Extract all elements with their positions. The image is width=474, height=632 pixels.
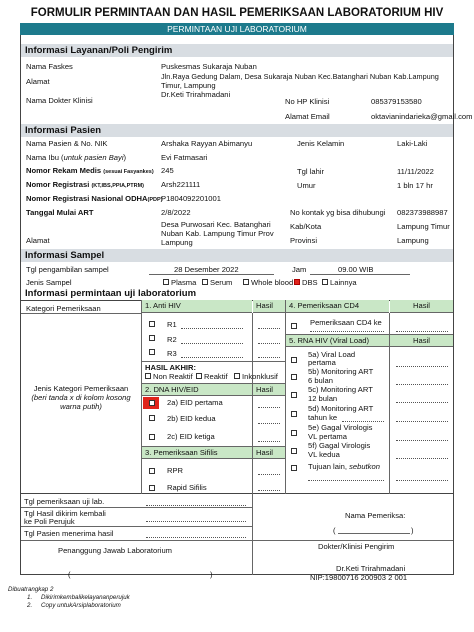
header-cd4: 4. Pemeriksaan CD4 [286, 300, 389, 313]
checkbox-vl-5a[interactable] [291, 357, 297, 363]
dots-r3-hasil [258, 357, 280, 358]
header-dna: 2. DNA HIV/EID [142, 383, 252, 396]
value-hp: 085379153580 [371, 97, 422, 106]
label-alamat-pasien: Alamat [26, 236, 50, 245]
checkbox-vl-5f[interactable] [291, 448, 297, 454]
line-sampel-date [149, 274, 274, 275]
label-rekam-medis-text: Nomor Rekam Medis [26, 166, 102, 175]
checkbox-eid-ketiga[interactable] [149, 434, 155, 440]
dots-tujuan-lain [308, 480, 384, 481]
label-vl-5e-2: VL pertama [308, 432, 347, 441]
footer-divider-a [252, 494, 253, 575]
dots-vl-5a [396, 366, 448, 367]
label-tgl-kembali-1: Tgl Hasil dikirim kembali [24, 509, 106, 518]
label-vl-5c-1: 5c) Monitoring ART [308, 385, 373, 394]
value-jam: 09.00 WIB [338, 265, 374, 274]
label-jenis-kelamin: Jenis Kelamin [297, 139, 345, 148]
checkbox-lainnya[interactable] [322, 279, 328, 285]
label-r3: R3 [167, 349, 177, 358]
label-nama-ibu-c: ) [123, 153, 127, 162]
label-r1: R1 [167, 320, 177, 329]
penanggung-paren-open: ( [68, 570, 71, 579]
checkbox-serum[interactable] [202, 279, 208, 285]
label-odha [26, 194, 163, 206]
label-non-reaktif: Non Reaktif [153, 372, 193, 381]
value-tgl-lahir: 11/11/2022 [397, 167, 434, 176]
value-nama-faskes: Puskesmas Sukaraja Nuban [161, 62, 257, 71]
pemeriksa-paren-open: ( [333, 526, 336, 535]
label-alamat-faskes: Alamat [26, 77, 50, 86]
value-mulai-art: 2/8/2022 [161, 208, 191, 217]
label-tgl-sampel: Tgl pengambilan sampel [26, 265, 109, 274]
checkbox-inkonklusif[interactable] [234, 373, 240, 379]
value-alamat-pasien-3: Lampung [161, 238, 193, 247]
label-vl-5f-2: VL kedua [308, 450, 340, 459]
line-tgl-uji [21, 507, 252, 508]
checkbox-r1[interactable] [149, 321, 155, 327]
header-dna-hasil: Hasil [253, 383, 285, 396]
label-tgl-uji: Tgl pemeriksaan uji lab. [24, 497, 105, 506]
value-registrasi: Arsh221111 [161, 180, 201, 189]
label-vl-5e-1: 5e) Gagal Virologis [308, 423, 373, 432]
note-dibuat: Dibuatrangkap 2 [8, 586, 54, 593]
checkbox-vl-5d[interactable] [291, 411, 297, 417]
header-anti-hiv: 1. Anti HIV [142, 300, 252, 313]
form-subtitle-bar: PERMINTAAN UJI LABORATORIUM [20, 23, 454, 35]
label-kontak: No kontak yg bisa dihubungi [290, 208, 386, 217]
label-cd4-ke: Pemeriksaan CD4 ke [310, 318, 382, 327]
label-email: Alamat Email [285, 112, 330, 121]
dots-vl-5d [396, 421, 448, 422]
label-hasil-akhir: HASIL AKHIR: [145, 363, 197, 372]
label-vl-5b-1: 5b) Monitoring ART [308, 367, 374, 376]
label-provinsi: Provinsi [290, 236, 318, 245]
dots-vl-5c [396, 402, 448, 403]
label-eid-ketiga: 2c) EID ketiga [167, 432, 215, 441]
label-kategori: Kategori Pemeriksaan [26, 304, 101, 313]
value-kabkota: Lampung Timur [397, 222, 450, 231]
dots-vl-5f [396, 458, 448, 459]
form-title: FORMULIR PERMINTAAN DAN HASIL PEMERIKSAAN LABORATORIUM HIV [30, 7, 444, 19]
label-penanggung: Penanggung Jawab Laboratorium [58, 546, 172, 555]
label-odha-note: (PDP) [147, 197, 163, 203]
dots-vl-5b [396, 384, 448, 385]
checkbox-vl-5b[interactable] [291, 374, 297, 380]
label-eid-kedua: 2b) EID kedua [167, 414, 216, 423]
dots-tgl-uji [146, 505, 246, 506]
value-nama-ibu: Evi Fatmasari [161, 153, 208, 162]
checkbox-tujuan-lain[interactable] [291, 465, 297, 471]
value-alamat-faskes-2: Timur, Lampung [161, 81, 216, 90]
line-sampel-jam [310, 274, 410, 275]
opt-whole-blood: Whole blood [251, 278, 294, 287]
line-kategori [21, 313, 141, 314]
note-jenis-2: warna putih) [60, 402, 102, 411]
value-dokter-pengirim: Dr.Keti Trirahmadani [336, 564, 406, 573]
checkbox-r3[interactable] [149, 349, 155, 355]
note-rangkap-1-no: 1. [27, 594, 33, 601]
label-vl-5a-2: pertama [308, 358, 336, 367]
dots-tgl-kembali [146, 521, 246, 522]
line-anti-hiv-end [142, 361, 285, 362]
value-alamat-faskes-1: Jln.Raya Gedung Dalam, Desa Sukaraja Nuban Kec.Batanghari Nuban Kab.Lampung [161, 72, 439, 81]
label-nama-faskes: Nama Faskes [26, 62, 73, 71]
note-rangkap-1: Dikirimkembalikelayananperujuk [41, 594, 130, 601]
label-vl-5c-2: 12 bulan [308, 394, 338, 403]
label-nama-ibu-a: Nama Ibu ( [26, 153, 64, 162]
label-jam: Jam [292, 265, 307, 274]
checkbox-eid-pertama[interactable] [149, 400, 155, 406]
checkbox-vl-5e[interactable] [291, 430, 297, 436]
label-vl-5d-2: tahun ke [308, 413, 338, 422]
value-nip: NIP:19800716 200903 2 001 [310, 573, 408, 582]
label-tujuan-lain-b: sebutkon [349, 462, 380, 471]
label-kabkota: Kab/Kota [290, 222, 322, 231]
note-rangkap-2: Copy untukArsiplaboratorium [41, 602, 121, 609]
table-col-c [252, 313, 253, 494]
label-registrasi-note: (KT,IBS,PPIA,PTRM) [91, 183, 144, 189]
label-tgl-lahir: Tgl lahir [297, 167, 325, 176]
pemeriksa-paren-close: ) [411, 526, 414, 535]
penanggung-paren-close: ) [210, 570, 213, 579]
label-dokter-pengirim: Dokter/Klinisi Pengirim [318, 542, 395, 551]
label-hp: No HP Klinisi [285, 97, 330, 106]
opt-plasma: Plasma [171, 278, 197, 287]
dots-cd4-ke [310, 331, 384, 332]
label-registrasi-text: Nomor Registrasi [26, 180, 90, 189]
checkbox-plasma[interactable] [163, 279, 169, 285]
label-nama-ibu [26, 153, 126, 163]
checkbox-rpr[interactable] [149, 468, 155, 474]
value-jenis-kelamin: Laki-Laki [397, 139, 428, 148]
dots-tujuan-hasil [396, 480, 448, 481]
label-rekam-medis-note: (sesuai Fasyankes) [103, 169, 154, 175]
checkbox-rapid[interactable] [149, 485, 155, 491]
label-rapid: Rapid Sifilis [167, 483, 207, 492]
label-rekam-medis [26, 166, 154, 178]
label-nama-ibu-b: untuk pasien Bayi [63, 153, 124, 162]
label-nama-pemeriksa: Nama Pemeriksa: [345, 511, 406, 520]
header-rna: 5. RNA HIV (Viral Load) [286, 334, 389, 347]
dots-rpr [258, 474, 280, 475]
section-permintaan: Informasi permintaan uji laboratorium [21, 287, 453, 300]
dots-eid-kedua [258, 423, 280, 424]
label-mulai-art: Tanggal Mulai ART [26, 208, 94, 217]
label-dokter: Nama Dokter Klinisi [26, 96, 93, 105]
label-inkonklusif: Inkonklusif [242, 372, 278, 381]
checkbox-vl-5c[interactable] [291, 392, 297, 398]
label-nama-pasien: Nama Pasien & No. NIK [26, 139, 108, 148]
opt-dbs: DBS [302, 278, 318, 287]
value-provinsi: Lampung [397, 236, 429, 245]
header-sifilis: 3. Pemeriksaan Sifilis [142, 446, 252, 459]
label-registrasi [26, 180, 144, 192]
dots-tgl-terima [146, 537, 246, 538]
label-umur: Umur [297, 181, 316, 190]
label-jenis-kategori: Jenis Kategori Pemeriksaan [33, 384, 129, 393]
value-email: oktavianindarieka@gmail.com [371, 112, 473, 121]
opt-lainnya: Lainnya [330, 278, 357, 287]
dots-eid-ketiga [258, 441, 280, 442]
value-odha: P1804092201001 [161, 194, 221, 203]
dots-vl-5d-ke [342, 421, 384, 422]
note-jenis-1: (beri tanda x di kolom kosong [31, 393, 131, 402]
dots-cd4-hasil [396, 331, 448, 332]
label-jenis-sampel: Jenis Sampel [26, 278, 72, 287]
dots-r2 [181, 343, 243, 344]
dots-r1-hasil [258, 328, 280, 329]
checkbox-r2[interactable] [149, 335, 155, 341]
label-tujuan-lain-a: Tujuan lain, [308, 462, 350, 471]
dots-rapid [258, 490, 280, 491]
dots-r3 [181, 357, 243, 358]
label-tgl-terima: Tgl Pasien menerima hasil [24, 529, 114, 538]
label-eid-pertama: 2a) EID pertama [167, 398, 223, 407]
section-sampel-bar: Informasi Sampel [21, 249, 453, 262]
value-tgl-sampel: 28 Desember 2022 [174, 265, 239, 274]
label-vl-5a-1: 5a) Viral Load [308, 350, 356, 359]
value-umur: 1 bln 17 hr [397, 181, 433, 190]
checkbox-cd4[interactable] [291, 323, 297, 329]
line-tgl-kembali [21, 526, 252, 527]
checkbox-reaktif[interactable] [196, 373, 202, 379]
header-cd4-hasil: Hasil [390, 300, 453, 313]
value-kontak: 082373988987 [397, 208, 448, 217]
value-rekam-medis: 245 [161, 166, 174, 175]
value-dokter: Dr.Keti Trirahmadani [161, 90, 231, 99]
label-vl-5f-1: 5f) Gagal Virologis [308, 441, 371, 450]
label-odha-text: Nomor Registrasi Nasional ODHA [26, 194, 148, 203]
value-nama-pasien: Arshaka Rayyan Abimanyu [161, 139, 253, 148]
dots-vl-5e [396, 440, 448, 441]
value-alamat-pasien-1: Desa Purwosari Kec. Batanghari [161, 220, 271, 229]
line-footer-bottom [21, 540, 453, 541]
dots-r2-hasil [258, 343, 280, 344]
opt-serum: Serum [210, 278, 233, 287]
dots-eid-pertama [258, 407, 280, 408]
header-anti-hiv-hasil: Hasil [253, 300, 285, 313]
table-col-b [285, 300, 286, 494]
label-tgl-kembali-2: ke Poli Perujuk [24, 517, 75, 526]
label-tujuan-lain [308, 462, 380, 472]
value-alamat-pasien-2: Nuban Kab. Lampung Timur Prov [161, 229, 274, 238]
label-reaktif: Reaktif [204, 372, 228, 381]
dots-r1 [181, 328, 243, 329]
line-pemeriksa [338, 533, 410, 534]
label-vl-5d-1: 5d) Monitoring ART [308, 404, 374, 413]
note-rangkap-2-no: 2. [27, 602, 33, 609]
label-vl-5b-2: 6 bulan [308, 376, 333, 385]
table-col-a [141, 300, 142, 494]
section-pasien: Informasi Pasien [21, 124, 453, 137]
checkbox-whole-blood[interactable] [243, 279, 249, 285]
header-sifilis-hasil: Hasil [253, 446, 285, 459]
checkbox-non-reaktif[interactable] [145, 373, 151, 379]
label-rpr: RPR [167, 466, 184, 475]
checkbox-eid-kedua[interactable] [149, 415, 155, 421]
header-rna-hasil: Hasil [390, 334, 453, 347]
checkbox-dbs[interactable] [294, 279, 300, 285]
section-layanan: Informasi Layanan/Poli Pengirim [21, 44, 453, 57]
label-r2: R2 [167, 335, 177, 344]
